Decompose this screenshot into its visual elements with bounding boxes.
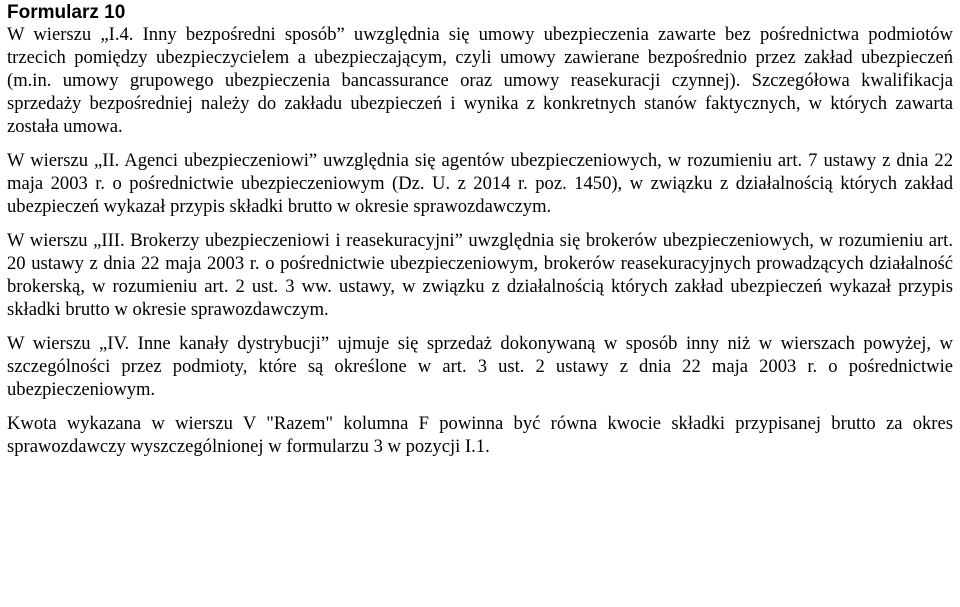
paragraph-agents: W wierszu „II. Agenci ubezpieczeniowi” uwzględnia się agentów ubezpieczeniowych, w rozumieniu art. 7 ustawy z dnia 22 maja 2003 r. o pośrednictwie ubezpieczeniowym (Dz. U. z 2014 r. poz. 1450), w związku z działalnością których zakład ubezpieczeń wykazał przypis składki brutto w okresie sprawozdawczym.	[7, 150, 953, 217]
paragraph-direct-channel: W wierszu „I.4. Inny bezpośredni sposób” uwzględnia się umowy ubezpieczenia zawarte bez pośrednictwa podmiotów trzecich pomiędzy ubezpieczycielem a ubezpieczającym, czyli umowy zawierane bezpośrednio przez zakład ubezpieczeń (m.in. umowy grupowego ubezpieczenia bancassurance oraz umowy reasekuracji czynnej). Szczegółowa kwalifikacja sprzedaży bezpośredniej należy do zakładu ubezpieczeń i wynika z konkretnych stanów faktycznych, w których zawarta została umowa.	[7, 24, 953, 137]
document-page	[0, 2, 960, 458]
document-title: Formularz 10	[7, 2, 126, 23]
paragraph-brokers: W wierszu „III. Brokerzy ubezpieczeniowi i reasekuracyjni” uwzględnia się brokerów ubezpieczeniowych, w rozumieniu art. 20 ustawy z dnia 22 maja 2003 r. o pośrednictwie ubezpieczeniowym, brokerów reasekuracyjnych prowadzących działalność brokerską, w rozumieniu art. 2 ust. 3 ww. ustawy, w związku z działalnością których zakład ubezpieczeń wykazał przypis składki brutto w okresie sprawozdawczym.	[7, 230, 953, 320]
paragraph-total-note: Kwota wykazana w wierszu V "Razem" kolumna F powinna być równa kwocie składki przypisanej brutto za okres sprawozdawczy wyszczególnionej w formularzu 3 w pozycji I.1.	[7, 413, 953, 457]
paragraph-other-channels: W wierszu „IV. Inne kanały dystrybucji” ujmuje się sprzedaż dokonywaną w sposób inny niż w wierszach powyżej, w szczególności przez podmioty, które są określone w art. 3 ust. 2 ustawy z dnia 22 maja 2003 r. o pośrednictwie ubezpieczeniowym.	[7, 333, 953, 400]
